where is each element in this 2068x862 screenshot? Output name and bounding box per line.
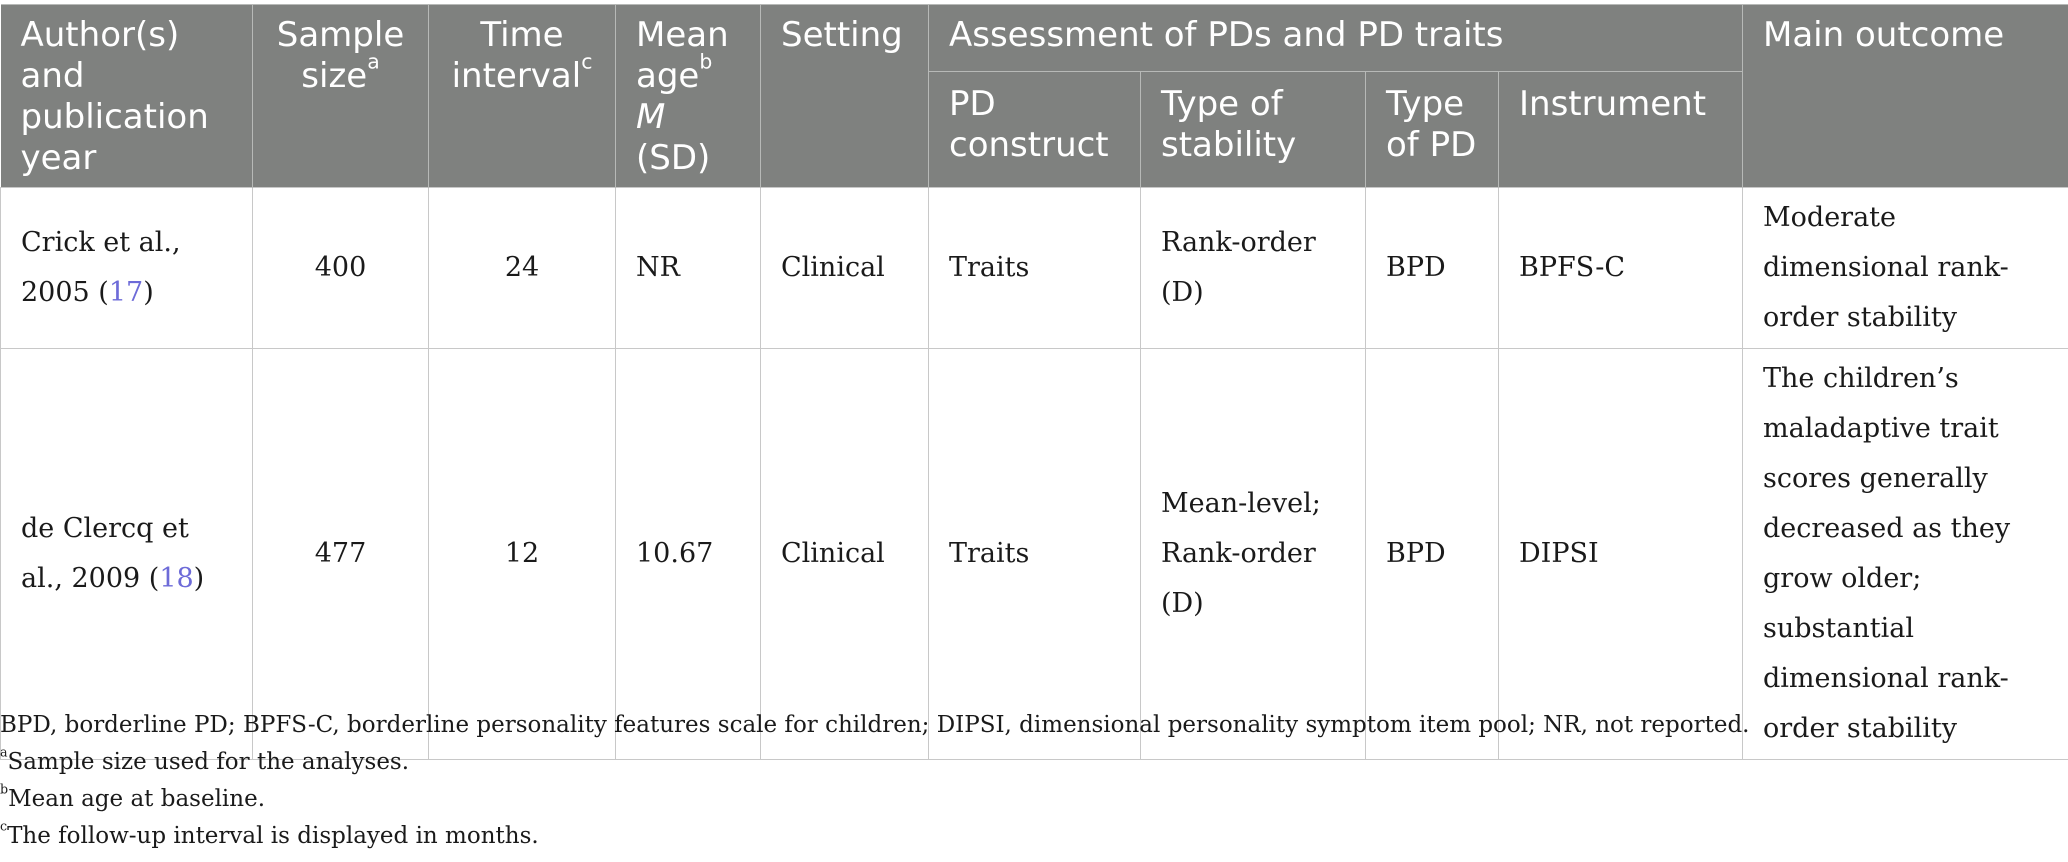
cell-mean-age: 10.67 [616,349,761,760]
cell-setting: Clinical [761,349,929,760]
cell-main-outcome: The children’s maladaptive trait scores generally decreased as they grow older; substantial dimensional rank-order stability [1743,349,2068,760]
header-assessment-group: Assessment of PDs and PD traits [929,5,1743,72]
table-row [1,349,2068,760]
cell-instrument: DIPSI [1499,349,1743,760]
study-table [0,4,2068,760]
table-row [1,188,2068,349]
cell-instrument: BPFS-C [1499,188,1743,349]
header-instrument: Instrument [1499,72,1743,188]
cell-time-interval: 12 [429,349,616,760]
cell-sample-size: 477 [253,349,429,760]
cell-pd-construct: Traits [929,349,1141,760]
cell-setting: Clinical [761,188,929,349]
cell-mean-age: NR [616,188,761,349]
cell-time-interval: 24 [429,188,616,349]
cell-sample-size: 400 [253,188,429,349]
header-sample-size: Sample size$^a$ [253,5,429,188]
citation-link[interactable]: 18 [159,563,194,594]
cell-author: de Clercq et al., 2009 (18) [1,349,253,760]
cell-author: Crick et al., 2005 (17) [1,188,253,349]
table-footnotes [0,711,2060,859]
data-table-container [0,4,2068,760]
cell-type-of-pd: BPD [1366,188,1499,349]
cell-pd-construct: Traits [929,188,1141,349]
header-type-of-stability: Type of stability [1141,72,1366,188]
header-setting: Setting [761,5,929,188]
header-mean-age: Mean age$^b$ M (SD) [616,5,761,188]
header-pd-construct: PD construct [929,72,1141,188]
abbreviations-note: BPD, borderline PD; BPFS-C, borderline personality features scale for children; DIPSI, dimensional personality symptom item pool; NR, not reported. [0,712,1750,738]
cell-type-of-stability: Mean-level; Rank-order (D) [1141,349,1366,760]
cell-type-of-pd: BPD [1366,349,1499,760]
cell-type-of-stability: Rank-order (D) [1141,188,1366,349]
citation-link[interactable]: 17 [108,277,144,308]
footnote-b: $^b$Mean age at baseline. [0,781,266,812]
cell-main-outcome: Moderate dimensional rank-order stability [1743,188,2068,349]
header-author: Author(s) and publication year [1,5,253,188]
header-main-outcome: Main outcome [1743,5,2068,188]
header-time-interval: Time interval$^c$ [429,5,616,188]
footnote-c: $^c$The follow-up interval is displayed in months. [0,818,539,849]
header-row [1,5,2068,72]
header-type-of-pd: Type of PD [1366,72,1499,188]
footnote-a: $^a$Sample size used for the analyses. [0,744,410,775]
